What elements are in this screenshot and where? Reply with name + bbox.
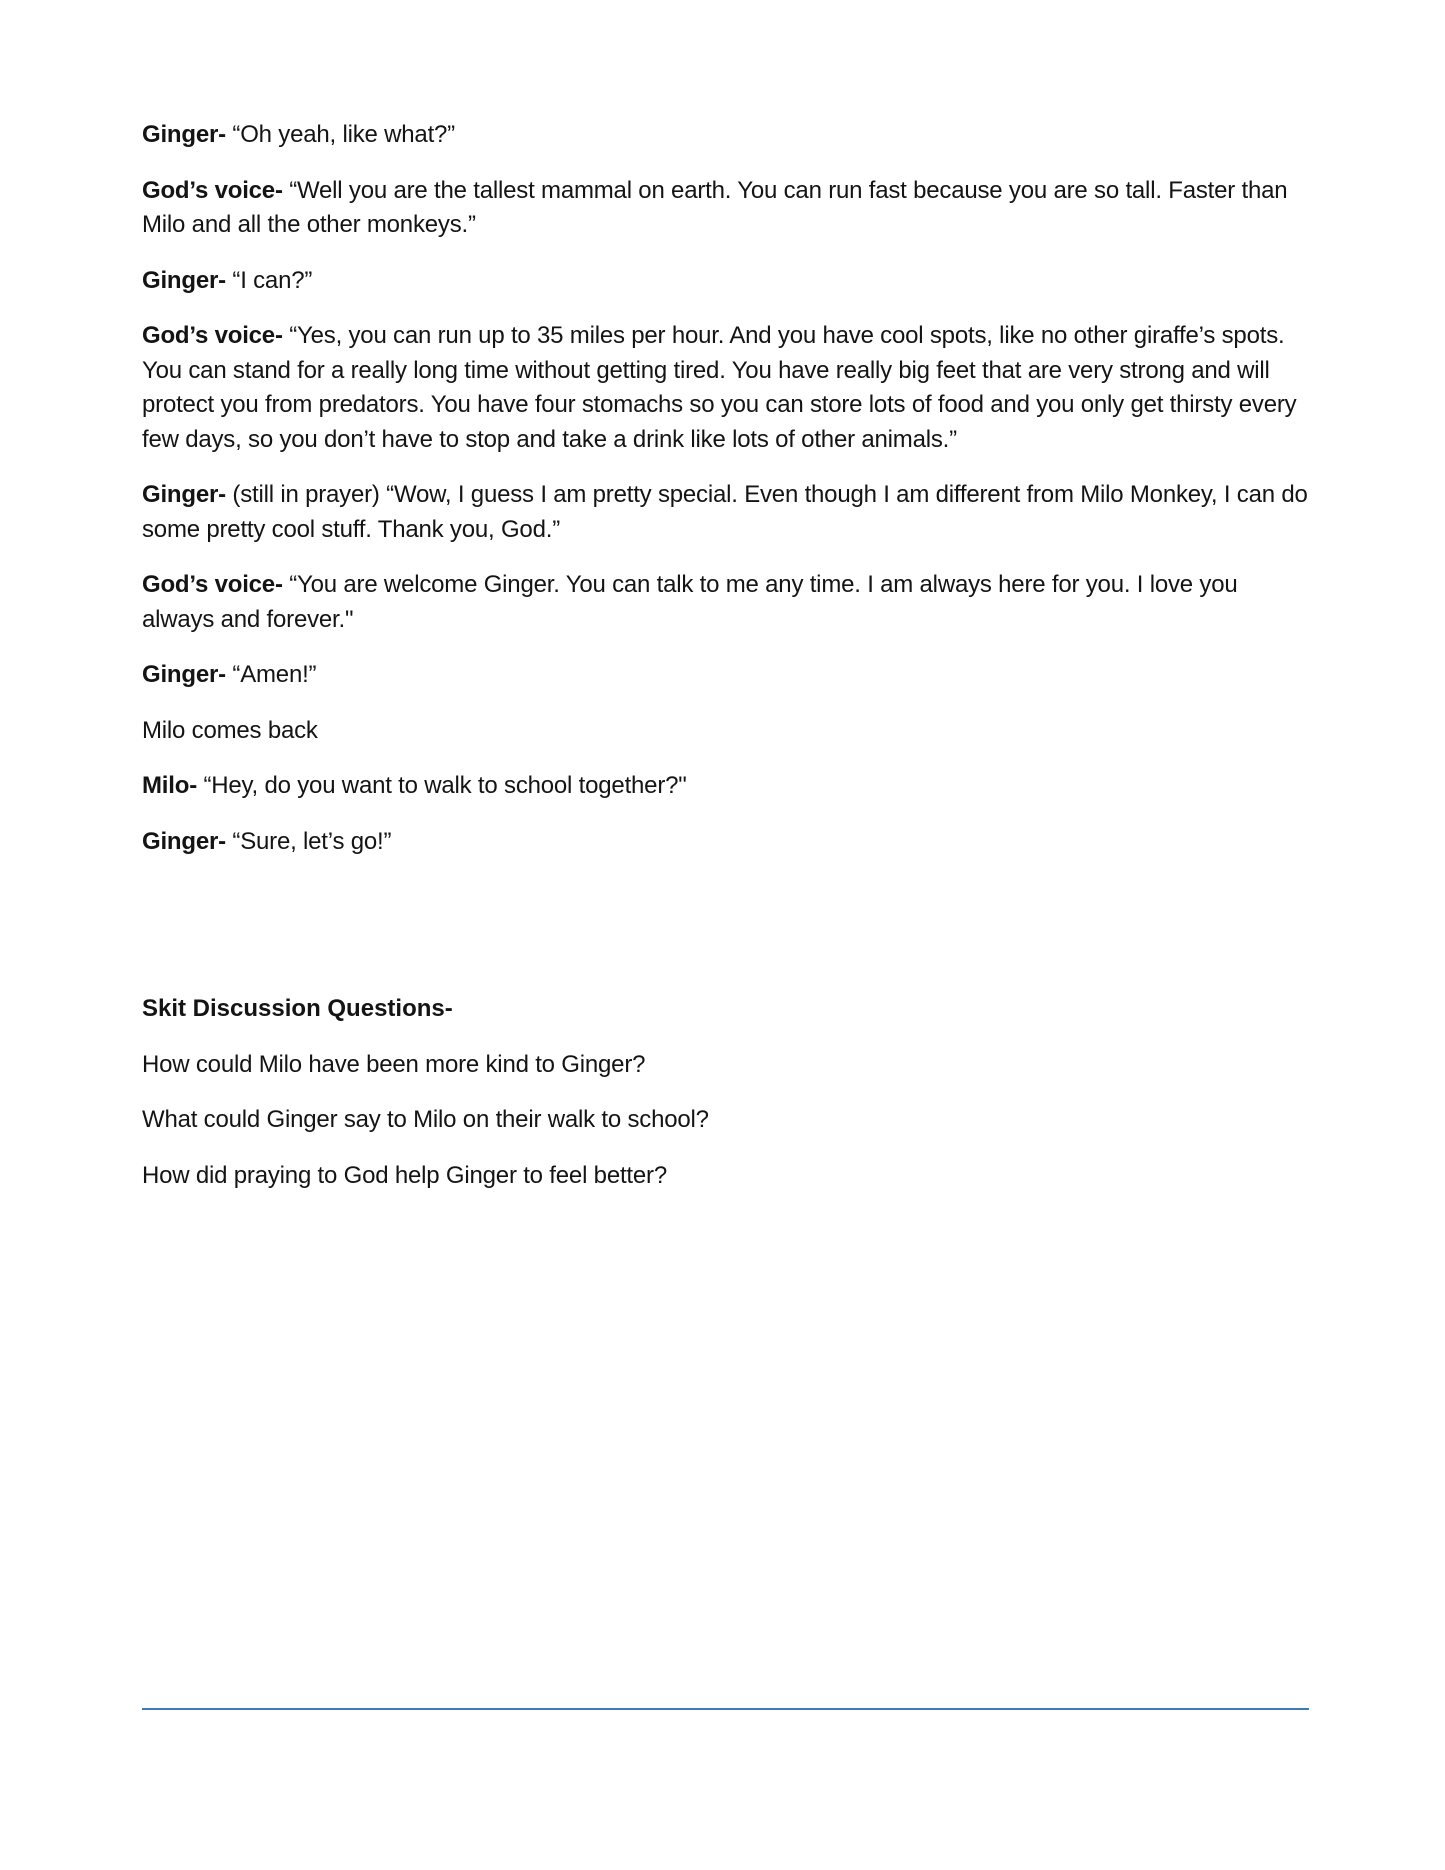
speaker-name: Milo- bbox=[142, 772, 197, 799]
speaker-name: Ginger- bbox=[142, 121, 226, 148]
dialogue-line bbox=[142, 264, 1312, 299]
speaker-name: Ginger- bbox=[142, 481, 226, 508]
question-item: How did praying to God help Ginger to feel better? bbox=[142, 1161, 667, 1189]
dialogue-text: “You are welcome Ginger. You can talk to me any time. I am always here for you. I love you always and forever." bbox=[142, 571, 1238, 633]
dialogue-text: “Yes, you can run up to 35 miles per hour. And you have cool spots, like no other giraffe’s spots. You can stand for a really long time without getting tired. You have really big feet that are very strong and will protect you from predators. You have four stomachs so you can store lots of food and you only get thirsty every few days, so you don’t have to stop and take a drink like lots of other animals.” bbox=[142, 322, 1297, 453]
speaker-name: God’s voice- bbox=[142, 571, 283, 598]
speaker-name: God’s voice- bbox=[142, 322, 283, 349]
question-item: How could Milo have been more kind to Ginger? bbox=[142, 1050, 646, 1078]
dialogue-line bbox=[142, 118, 1312, 153]
speaker-name: Ginger- bbox=[142, 661, 226, 688]
stage-direction-text: Milo comes back bbox=[142, 716, 318, 744]
dialogue-line bbox=[142, 478, 1312, 547]
question-item: What could Ginger say to Milo on their walk to school? bbox=[142, 1106, 709, 1133]
speaker-name: Ginger- bbox=[142, 266, 226, 294]
questions-heading: Skit Discussion Questions- bbox=[142, 995, 453, 1022]
dialogue-line bbox=[142, 825, 1312, 860]
dialogue-line bbox=[142, 568, 1312, 637]
dialogue-line bbox=[142, 319, 1312, 457]
dialogue-line bbox=[142, 769, 1312, 804]
footer-rule bbox=[142, 1708, 1309, 1710]
dialogue-text: (still in prayer) “Wow, I guess I am pretty special. Even though I am different from Milo Monkey, I can do some pretty cool stuff. Thank you, God.” bbox=[142, 481, 1308, 543]
section-spacer bbox=[142, 880, 1312, 992]
dialogue-text: “Sure, let’s go!” bbox=[225, 827, 392, 855]
speaker-name: Ginger- bbox=[142, 827, 226, 855]
dialogue-line bbox=[142, 174, 1312, 243]
dialogue-text: “I can?” bbox=[225, 266, 313, 294]
dialogue-text: “Hey, do you want to walk to school together?" bbox=[196, 772, 687, 799]
dialogue-line bbox=[142, 658, 1312, 693]
stage-direction bbox=[142, 714, 1312, 749]
dialogue-text: “Well you are the tallest mammal on earth. You can run fast because you are so tall. Faster than Milo and all the other monkeys.” bbox=[142, 176, 1288, 238]
document-page bbox=[142, 118, 1312, 1214]
dialogue-text: “Oh yeah, like what?” bbox=[225, 121, 455, 148]
dialogue-text: “Amen!” bbox=[225, 661, 317, 688]
speaker-name: God’s voice- bbox=[142, 176, 283, 204]
